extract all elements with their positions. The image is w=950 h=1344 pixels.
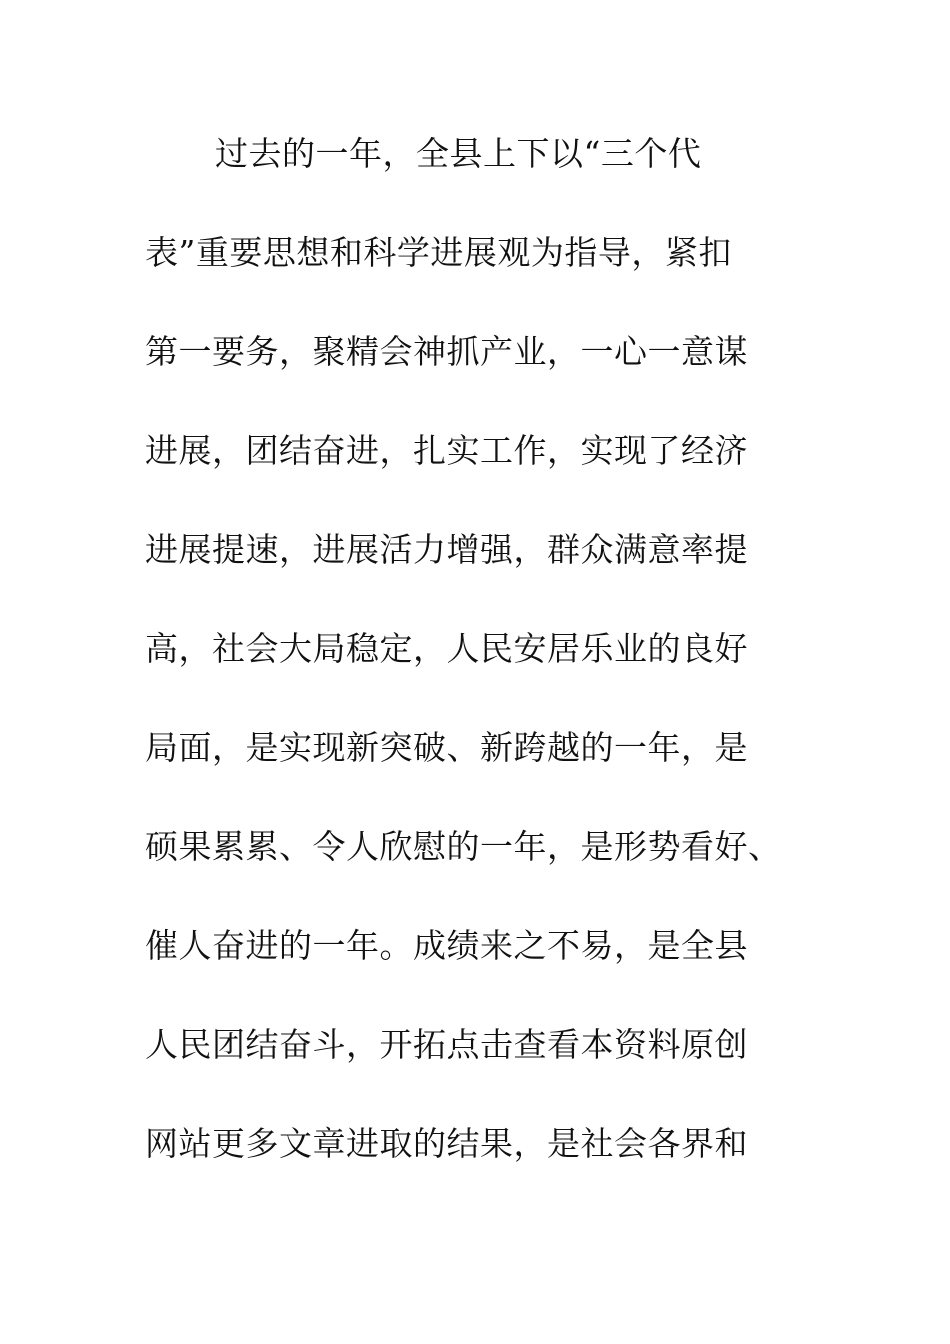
paragraph-line: 第一要务，聚精会神抓产业，一心一意谋 [145,332,748,371]
paragraph-line: 进展，团结奋进，扎实工作，实现了经济 [145,431,748,470]
paragraph-line: 人民团结奋斗，开拓点击查看本资料原创 [145,1025,748,1064]
document-body [145,127,825,1216]
paragraph-line: 高，社会大局稳定，人民安居乐业的良好 [145,629,748,668]
paragraph-line: 局面，是实现新突破、新跨越的一年，是 [145,728,748,767]
paragraph-line: 催人奋进的一年。成绩来之不易，是全县 [145,926,748,965]
paragraph-line: 进展提速，进展活力增强，群众满意率提 [145,530,748,569]
paragraph-line: 表”重要思想和科学进展观为指导，紧扣 [145,233,732,272]
paragraph-line: 网站更多文章进取的结果，是社会各界和 [145,1124,748,1163]
paragraph-line: 硕果累累、令人欣慰的一年，是形势看好、 [145,827,782,866]
paragraph-line: 过去的一年，全县上下以“三个代 [215,134,702,173]
